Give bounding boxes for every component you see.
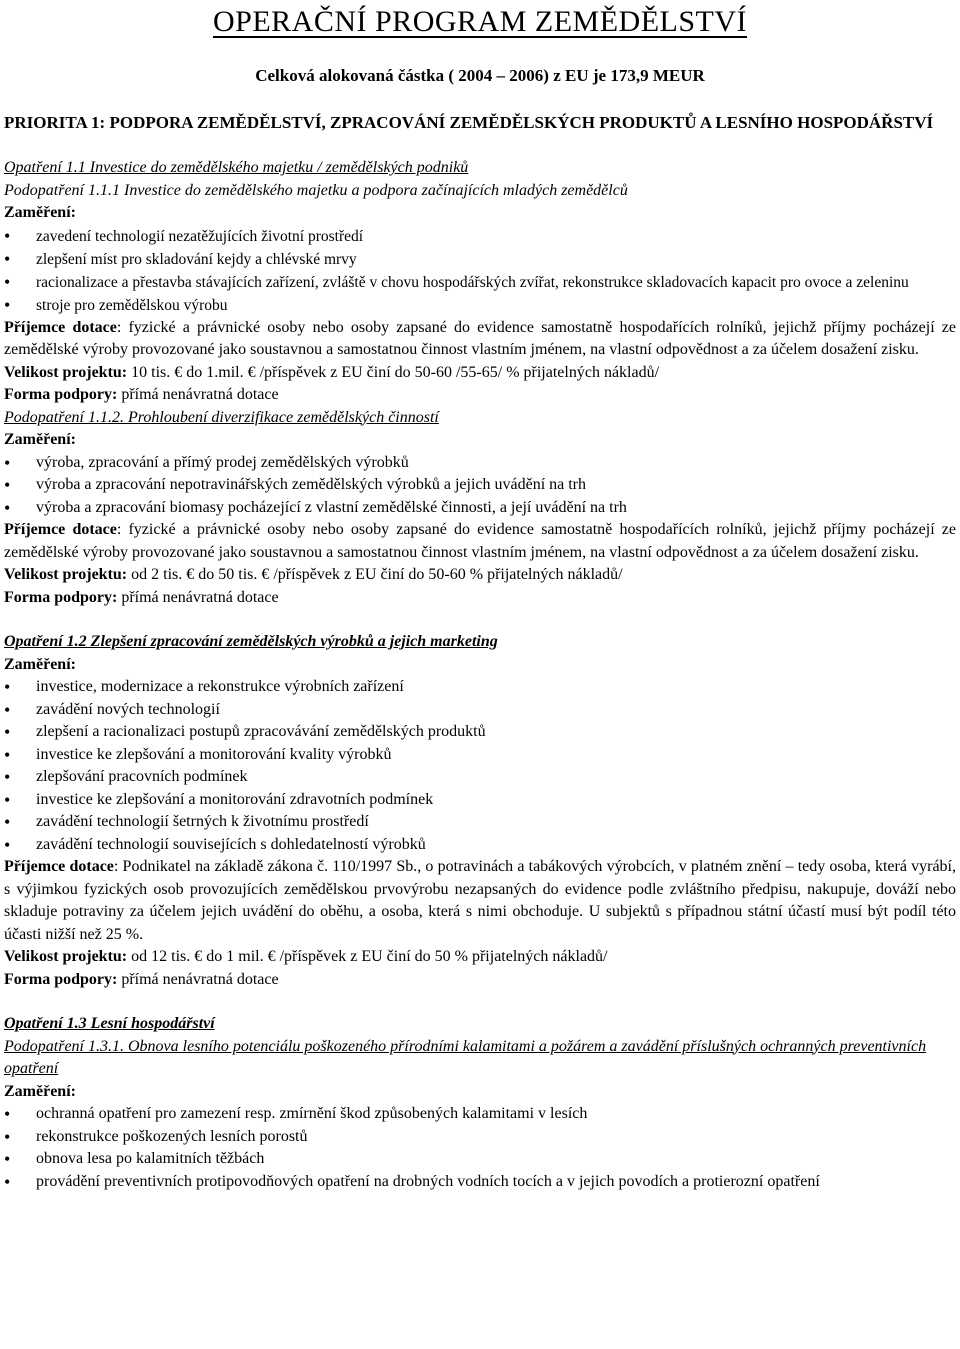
focus-list-1-3-1 bbox=[4, 1103, 956, 1193]
list-item: • zlepšení a racionalizaci postupů zpracovávání zemědělských produktů bbox=[4, 721, 956, 744]
focus-label: Zaměření: bbox=[4, 1082, 76, 1100]
list-item: • stroje pro zemědělskou výrobu bbox=[4, 294, 956, 317]
project-size: Velikost projektu: od 12 tis. € do 1 mil. € /příspěvek z EU činí do 50 % přijatelných nákladů/ bbox=[4, 948, 608, 965]
support-form: Forma podpory: přímá nenávratná dotace bbox=[4, 970, 279, 988]
list-item: • investice ke zlepšování a monitorování zdravotních podmínek bbox=[4, 789, 956, 812]
list-item: • investice, modernizace a rekonstrukce výrobních zařízení bbox=[4, 676, 956, 699]
list-item: • výroba a zpracování biomasy pocházející z vlastní zemědělské činnosti, a její uvádění na trh bbox=[4, 497, 956, 520]
submeasure-1-1-1-title: Podopatření 1.1.1 Investice do zemědělského majetku a podpora začínajících mladých zemědělců bbox=[4, 181, 628, 199]
document-title: OPERAČNÍ PROGRAM ZEMĚDĚLSTVÍ bbox=[212, 5, 748, 38]
recipient-paragraph: Příjemce dotace: fyzické a právnické osoby nebo osoby zapsané do evidence samostatně hospodařících rolníků, jejichž příjmy pocházejí ze zemědělské výroby provozované jako soustavnou a samostatnou činnost vlastním jménem, na vlastní odpovědnost a za účelem dosažení zisku. bbox=[4, 318, 956, 358]
list-item: • zavádění nových technologií bbox=[4, 699, 956, 722]
list-item: • investice ke zlepšování a monitorování kvality výrobků bbox=[4, 744, 956, 767]
list-item: • rekonstrukce poškozených lesních porostů bbox=[4, 1126, 956, 1149]
list-item: • ochranná opatření pro zamezení resp. zmírnění škod způsobených kalamitami v lesích bbox=[4, 1103, 956, 1126]
focus-label: Zaměření: bbox=[4, 431, 76, 448]
focus-list-1-1-2 bbox=[4, 452, 956, 520]
submeasure-1-3-1-title: Podopatření 1.3.1. Obnova lesního potenciálu poškozeného přírodními kalamitami a požárem a zavádění příslušných ochranných preventivních opatření bbox=[4, 1037, 927, 1077]
list-item: • zavádění technologií souvisejících s dohledatelností výrobků bbox=[4, 834, 956, 857]
support-form: Forma podpory: přímá nenávratná dotace bbox=[4, 386, 279, 403]
allocation-subtitle: Celková alokovaná částka ( 2004 – 2006) z EU je 173,9 MEUR bbox=[255, 66, 705, 85]
recipient-paragraph: Příjemce dotace: fyzické a právnické osoby nebo osoby zapsané do evidence samostatně hospodařících rolníků, jejichž příjmy pocházejí ze zemědělské výroby provozované jako soustavnou a samostatnou činnost vlastním jménem, na vlastní odpovědnost a za účelem dosažení zisku. bbox=[4, 521, 956, 561]
list-item: • výroba a zpracování nepotravinářských zemědělských výrobků a jejich uvádění na trh bbox=[4, 474, 956, 497]
list-item: • výroba, zpracování a přímý prodej zemědělských výrobků bbox=[4, 452, 956, 475]
priority-heading: PRIORITA 1: PODPORA ZEMĚDĚLSTVÍ, ZPRACOVÁNÍ ZEMĚDĚLSKÝCH PRODUKTŮ A LESNÍHO HOSPODÁŘSTVÍ bbox=[4, 113, 934, 132]
measure-1-2-heading: Opatření 1.2 Zlepšení zpracování zemědělských výrobků a jejich marketing bbox=[4, 633, 498, 650]
list-item: • obnova lesa po kalamitních těžbách bbox=[4, 1148, 956, 1171]
measure-1-3-heading: Opatření 1.3 Lesní hospodářství bbox=[4, 1015, 215, 1032]
project-size: Velikost projektu: od 2 tis. € do 50 tis. € /příspěvek z EU činí do 50-60 % přijatelných nákladů/ bbox=[4, 566, 623, 583]
list-item: • zavádění technologií šetrných k životnímu prostředí bbox=[4, 811, 956, 834]
list-item: • racionalizace a přestavba stávajících zařízení, zvláště v chovu hospodářských zvířat, rekonstrukce skladovacích kapacit pro ovoce a zeleninu bbox=[4, 271, 956, 294]
focus-label: Zaměření: bbox=[4, 204, 76, 221]
list-item: • provádění preventivních protipovodňových opatření na drobných vodních tocích a v jejich povodích a protierozní opatření bbox=[4, 1171, 956, 1194]
list-item: • zavedení technologií nezatěžujících životní prostředí bbox=[4, 225, 956, 248]
support-form: Forma podpory: přímá nenávratná dotace bbox=[4, 588, 279, 606]
submeasure-1-1-2-title: Podopatření 1.1.2. Prohloubení diverzifikace zemědělských činností bbox=[4, 408, 439, 426]
focus-label: Zaměření: bbox=[4, 655, 76, 673]
focus-list-1-1-1 bbox=[4, 225, 956, 317]
focus-list-1-2 bbox=[4, 676, 956, 856]
project-size: Velikost projektu: 10 tis. € do 1.mil. € /příspěvek z EU činí do 50-60 /55-65/ % přijatelných nákladů/ bbox=[4, 363, 660, 381]
measure-1-1-heading: Opatření 1.1 Investice do zemědělského majetku / zemědělských podniků bbox=[4, 159, 469, 176]
document-page bbox=[4, 0, 956, 1193]
list-item: • zlepšení míst pro skladování kejdy a chlévské mrvy bbox=[4, 248, 956, 271]
list-item: • zlepšování pracovních podmínek bbox=[4, 766, 956, 789]
recipient-paragraph: Příjemce dotace: Podnikatel na základě zákona č. 110/1997 Sb., o potravinách a tabákových výrobcích, v platném znění – tedy osoba, která vyrábí, s výjimkou fyzických osob provozujících zemědělskou prvovýrobu nezapsaných do evidence podle zvláštního předpisu, nakupuje, dováží nebo skladuje potraviny za účelem jejich uvádění do oběhu, a osoba, která s nimi obchoduje. U subjektů s případnou státní účastí musí být podíl této účasti nižší než 25 %. bbox=[4, 858, 956, 943]
